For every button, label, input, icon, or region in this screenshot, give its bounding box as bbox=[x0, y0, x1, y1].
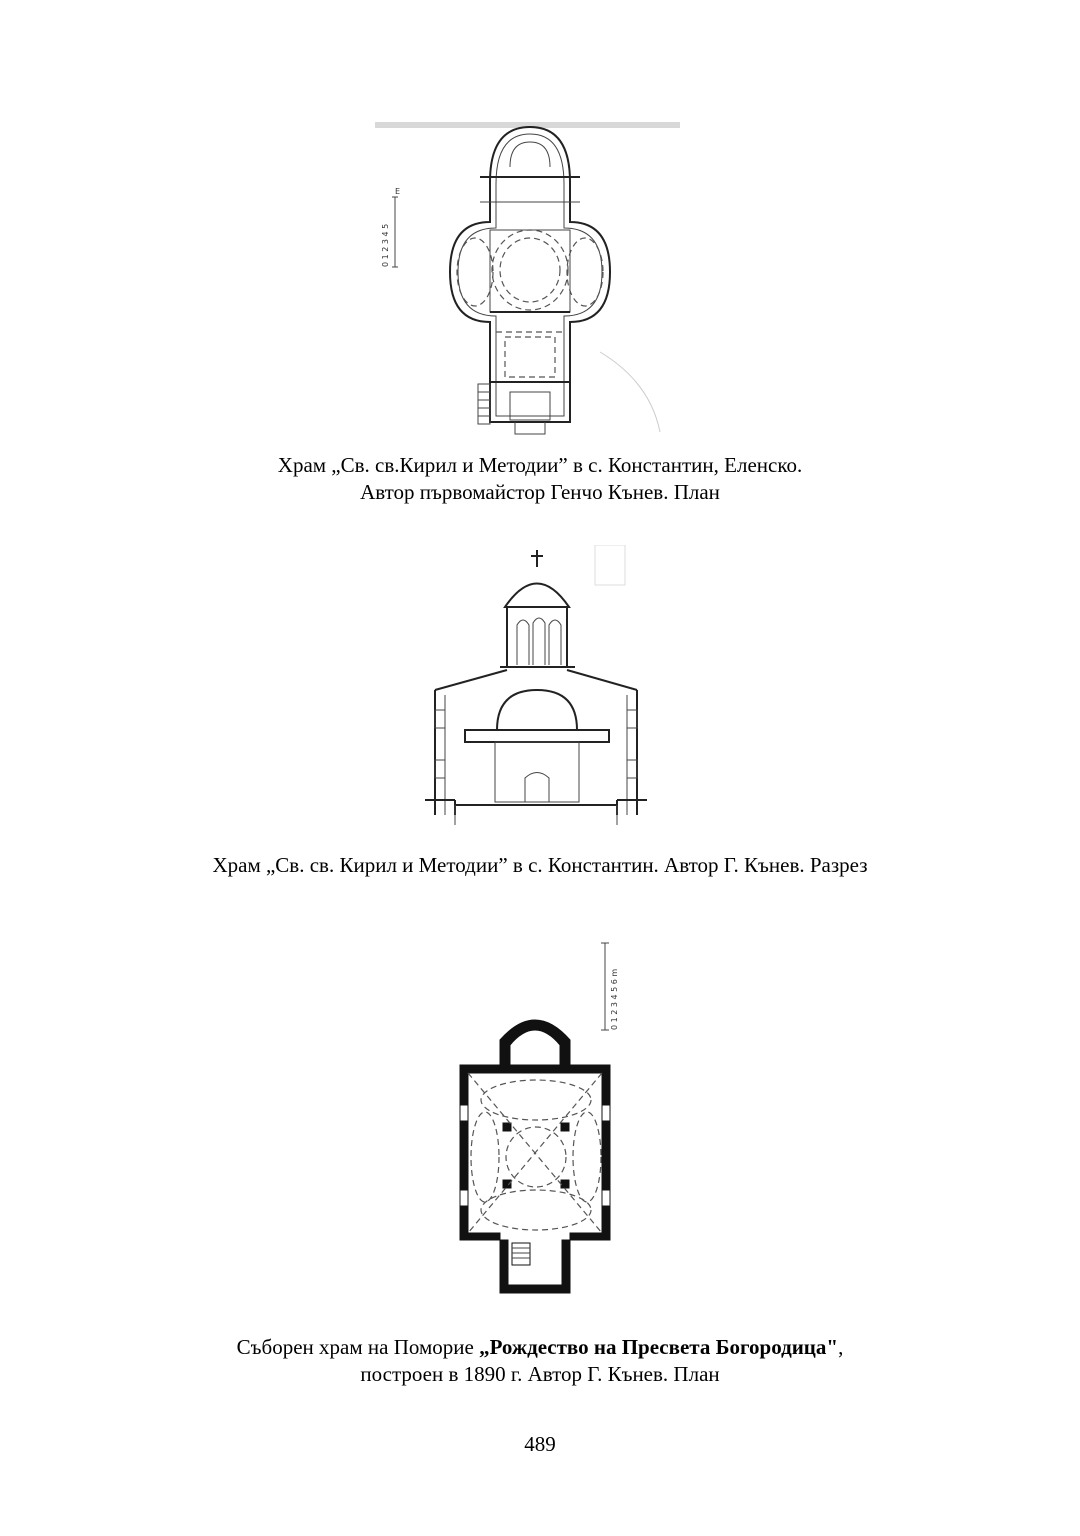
figure-2-caption bbox=[0, 852, 1080, 879]
scale-bar bbox=[381, 187, 400, 267]
figure-3-caption bbox=[0, 1334, 1080, 1388]
section-drawing-konstantin bbox=[425, 545, 670, 835]
caption-title-bold: „Рождество на Пресвета Богородица" bbox=[479, 1335, 839, 1359]
scale-unit-1: E bbox=[395, 187, 401, 196]
plan-drawing-pomorie bbox=[455, 935, 635, 1310]
figure-section-konstantin bbox=[425, 545, 670, 835]
caption-line: Храм „Св. св.Кирил и Методии” в с. Константин, Еленско. bbox=[277, 453, 803, 477]
caption-line: построен в 1890 г. Автор Г. Кънев. План bbox=[360, 1362, 720, 1386]
scale-label-3: 0 1 2 3 4 5 6 m bbox=[610, 968, 619, 1030]
caption-line: Автор първомайстор Генчо Кънев. План bbox=[360, 480, 720, 504]
caption-line bbox=[0, 1334, 1080, 1361]
plan-drawing-konstantin bbox=[370, 122, 685, 442]
page-number: 489 bbox=[524, 1432, 556, 1456]
scale-bar bbox=[601, 943, 619, 1030]
figure-plan-konstantin bbox=[370, 122, 685, 442]
caption-line: Храм „Св. св. Кирил и Методии” в с. Константин. Автор Г. Кънев. Разрез bbox=[212, 853, 868, 877]
figure-1-caption bbox=[0, 452, 1080, 506]
caption-text: Съборен храм на Поморие bbox=[236, 1335, 480, 1359]
figure-plan-pomorie bbox=[455, 935, 635, 1310]
caption-text: , bbox=[838, 1335, 844, 1359]
scale-label-1: 0 1 2 3 4 5 bbox=[381, 223, 390, 267]
